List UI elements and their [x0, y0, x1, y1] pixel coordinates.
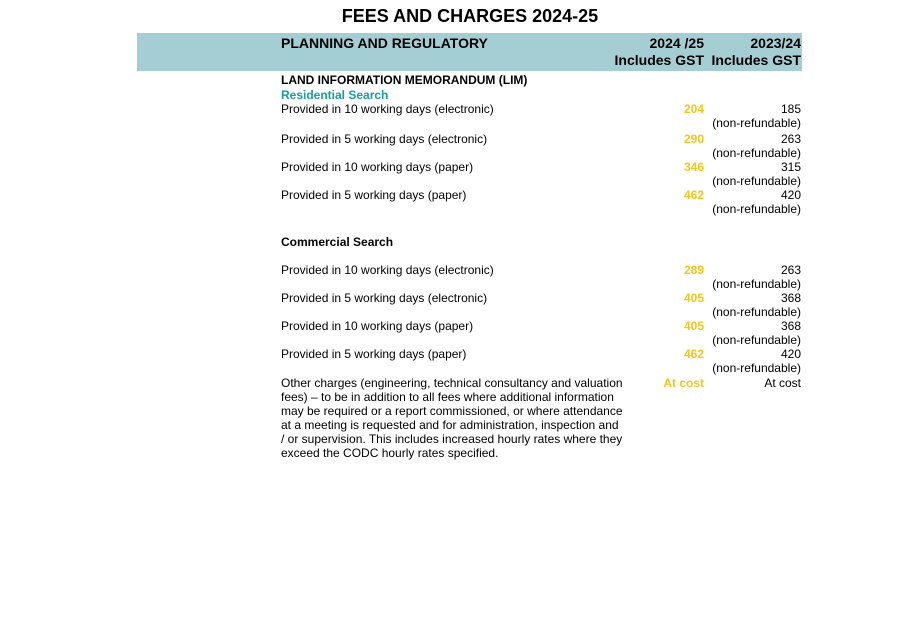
section-title: PLANNING AND REGULATORY [281, 35, 488, 51]
non-refundable-note: (non-refundable) [712, 146, 801, 160]
fee-2024-25: 346 [683, 160, 704, 174]
other-charges-line: Other charges (engineering, technical consultancy and valuation [281, 376, 623, 390]
column-header-2023-24-gst: Includes GST [711, 52, 801, 68]
fee-2023-24-value: 368 [780, 291, 801, 305]
fee-2023-24-value: 420 [780, 347, 801, 361]
fee-2023-24 [712, 347, 801, 375]
fee-2023-24 [712, 188, 801, 216]
other-charges-line: / or supervision. This includes increased hourly rates where they [281, 432, 623, 446]
row-label: Provided in 5 working days (electronic) [281, 132, 488, 146]
non-refundable-note: (non-refundable) [712, 305, 801, 319]
fee-2024-25: 289 [683, 263, 704, 277]
row-label: Provided in 10 working days (paper) [281, 160, 474, 174]
fee-2023-24-value: 315 [780, 160, 801, 174]
non-refundable-note: (non-refundable) [712, 202, 801, 216]
fee-2023-24 [712, 132, 801, 160]
non-refundable-note: (non-refundable) [712, 361, 801, 375]
fee-2023-24-value: 185 [780, 102, 801, 116]
fee-2023-24-value: 368 [780, 319, 801, 333]
fee-2024-25: 290 [683, 132, 704, 146]
fee-2023-24-value: 263 [780, 263, 801, 277]
fee-2023-24-value: 263 [780, 132, 801, 146]
other-charges-description [281, 376, 623, 460]
residential-heading: Residential Search [281, 88, 389, 102]
lim-heading: LAND INFORMATION MEMORANDUM (LIM) [281, 73, 528, 87]
column-header-2023-24 [712, 35, 801, 69]
other-charges-line: exceed the CODC hourly rates specified. [281, 446, 499, 460]
other-charges-line: may be required or a report commissioned, or where attendance [281, 404, 623, 418]
fee-2023-24: At cost [764, 376, 801, 390]
row-label: Provided in 5 working days (paper) [281, 347, 467, 361]
fee-2023-24-value: 420 [780, 188, 801, 202]
other-charges-line: at a meeting is requested and for administration, inspection and [281, 418, 619, 432]
fee-2024-25: At cost [663, 376, 704, 390]
non-refundable-note: (non-refundable) [712, 333, 801, 347]
page-title: FEES AND CHARGES 2024-25 [341, 6, 599, 26]
other-charges-line: fees) – to be in addition to all fees where additional information [281, 390, 614, 404]
fee-2023-24 [712, 160, 801, 188]
fee-2023-24 [712, 102, 801, 130]
row-label: Provided in 5 working days (electronic) [281, 291, 488, 305]
non-refundable-note: (non-refundable) [712, 174, 801, 188]
fee-2023-24 [712, 263, 801, 291]
column-header-2023-24-year: 2023/24 [750, 35, 801, 51]
fee-2024-25: 462 [683, 188, 704, 202]
non-refundable-note: (non-refundable) [712, 116, 801, 130]
fee-2024-25: 462 [683, 347, 704, 361]
fee-2023-24 [712, 291, 801, 319]
row-label: Provided in 10 working days (electronic) [281, 263, 494, 277]
fee-2024-25: 204 [683, 102, 704, 116]
row-label: Provided in 10 working days (electronic) [281, 102, 494, 116]
column-header-2024-25-year: 2024 /25 [649, 35, 704, 51]
fee-2024-25: 405 [683, 319, 704, 333]
commercial-heading: Commercial Search [281, 235, 394, 249]
row-label: Provided in 5 working days (paper) [281, 188, 467, 202]
fee-2024-25: 405 [683, 291, 704, 305]
fee-2023-24 [712, 319, 801, 347]
non-refundable-note: (non-refundable) [712, 277, 801, 291]
column-header-2024-25 [615, 35, 704, 69]
column-header-2024-25-gst: Includes GST [614, 52, 704, 68]
row-label: Provided in 10 working days (paper) [281, 319, 474, 333]
